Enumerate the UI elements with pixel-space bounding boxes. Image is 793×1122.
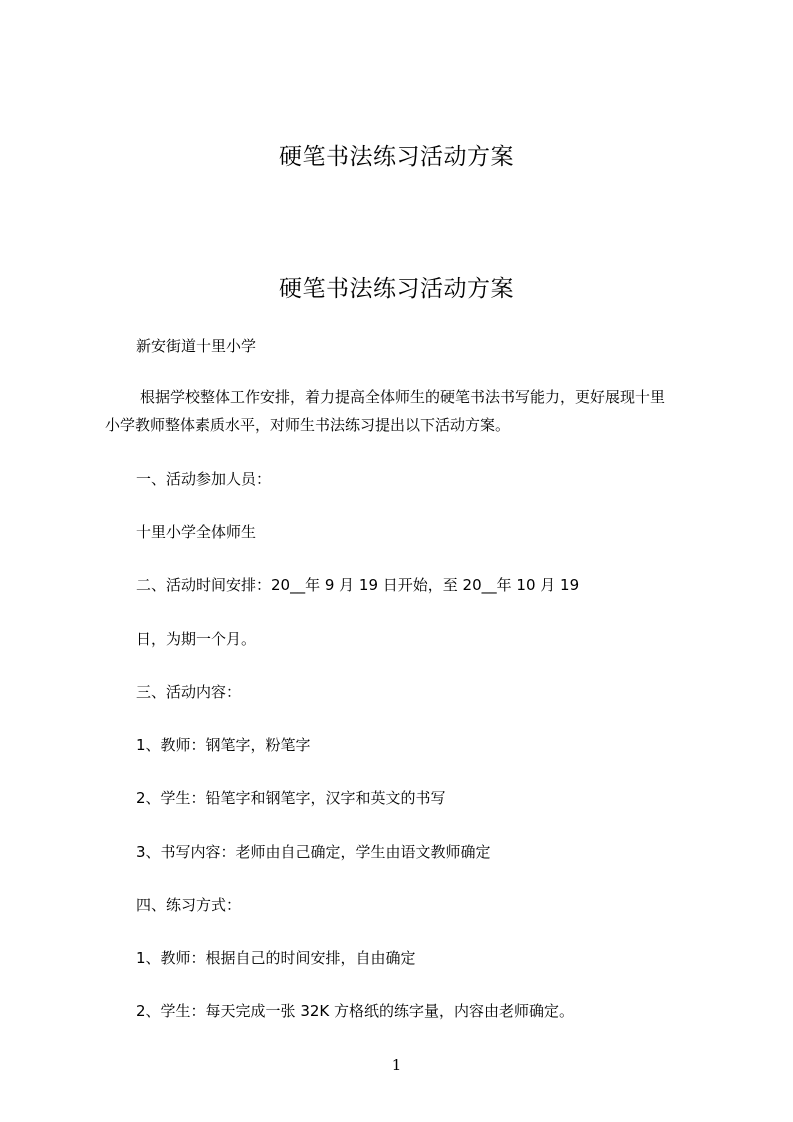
section-heading-participants: 一、活动参加人员： [136, 470, 272, 488]
school-name: 新安街道十里小学 [136, 337, 257, 355]
cover-title: 硬笔书法练习活动方案 [279, 144, 514, 170]
content-item-students: 2、学生：铅笔字和钢笔字，汉字和英文的书写 [136, 789, 446, 807]
page-number: 1 [391, 1056, 402, 1074]
body-title: 硬笔书法练习活动方案 [279, 276, 514, 302]
section-heading-content: 三、活动内容： [136, 683, 242, 701]
schedule-line-1: 二、活动时间安排：20__年 9 月 19 日开始，至 20__年 10 月 19 [136, 576, 580, 594]
method-item-students: 2、学生：每天完成一张 32K 方格纸的练字量，内容由老师确定。 [136, 1002, 575, 1020]
intro-line-1: 根据学校整体工作安排，着力提高全体师生的硬笔书法书写能力，更好展现十里 [140, 388, 666, 406]
intro-line-2: 小学教师整体素质水平，对师生书法练习提出以下活动方案。 [105, 416, 511, 434]
section-heading-method: 四、练习方式： [136, 896, 242, 914]
method-item-teachers: 1、教师：根据自己的时间安排，自由确定 [136, 949, 416, 967]
schedule-line-2: 日，为期一个月。 [136, 630, 257, 648]
content-item-writing: 3、书写内容：老师由自己确定，学生由语文教师确定 [136, 843, 491, 861]
participants-text: 十里小学全体师生 [136, 523, 257, 541]
content-item-teachers: 1、教师：钢笔字，粉笔字 [136, 736, 311, 754]
